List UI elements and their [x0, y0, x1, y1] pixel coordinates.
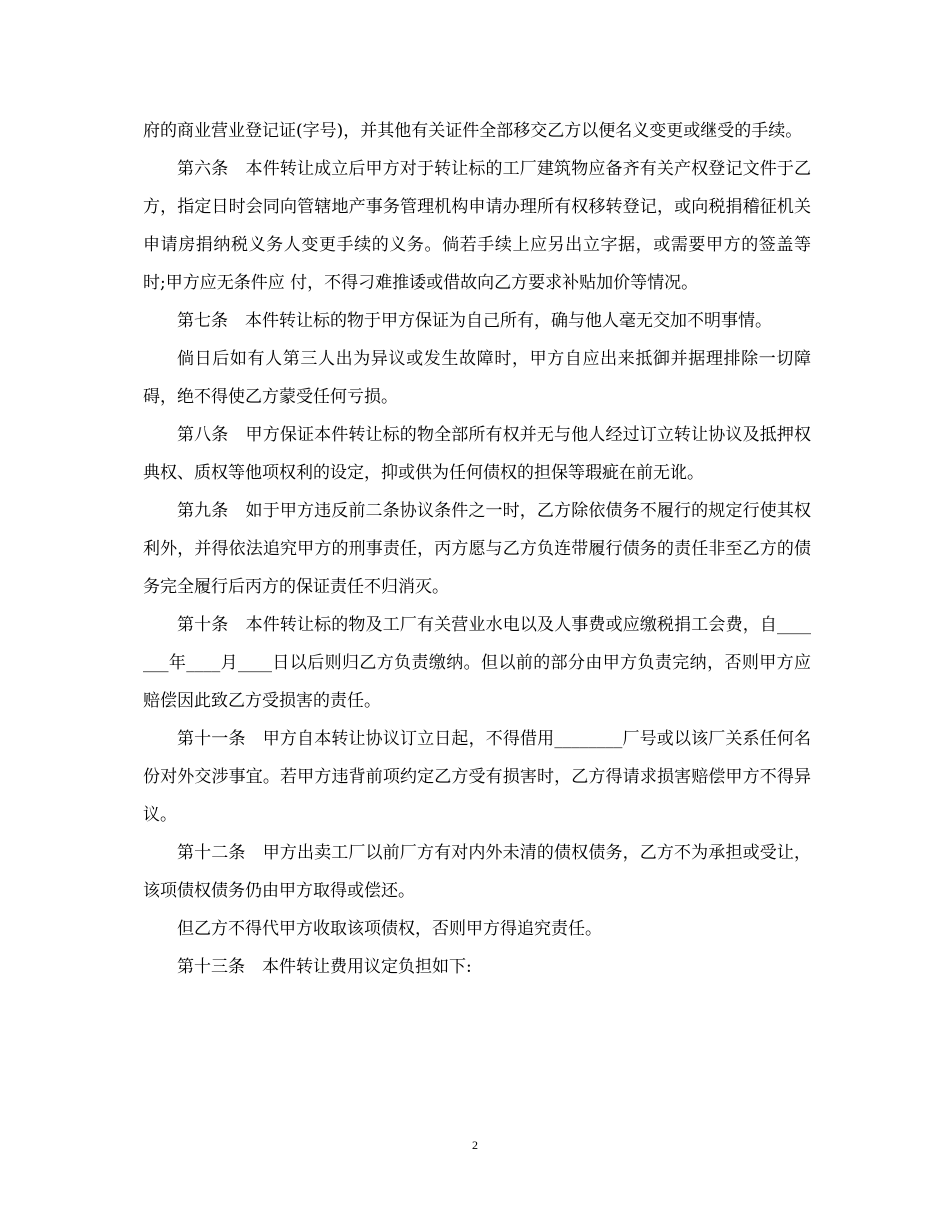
document-body [143, 112, 811, 986]
paragraph-article-7: 第七条 本件转让标的物于甲方保证为自己所有，确与他人毫无交加不明事情。 [177, 311, 772, 331]
paragraph-continuation: 府的商业营业登记证(字号)，并其他有关证件全部移交乙方以便名义变更或继受的手续。 [143, 121, 803, 141]
page-number: 2 [472, 1138, 478, 1152]
paragraph-article-6: 第六条 本件转让成立后甲方对于转让标的工厂建筑物应备齐有关产权登记文件于乙方，指定日时会同向管辖地产事务管理机构申请办理所有权移转登记，或向税捐稽征机关申请房捐纳税义务人变更手续的义务。倘若手续上应另出立字据，或需要甲方的签盖等时;甲方应无条件应 付，不得刁难推诿或借故向乙方要求补贴加价等情况。 [143, 159, 811, 293]
paragraph-article-8: 第八条 甲方保证本件转让标的物全部所有权并无与他人经过订立转让协议及抵押权典权、质权等他项权利的设定，抑或供为任何债权的担保等瑕疵在前无讹。 [143, 425, 811, 483]
paragraph-article-11: 第十一条 甲方自本转让协议订立日起，不得借用________厂号或以该厂关系任何名份对外交涉事宜。若甲方违背前项约定乙方受有损害时，乙方得请求损害赔偿甲方不得异议。 [143, 729, 811, 825]
paragraph-article-10: 第十条 本件转让标的物及工厂有关营业水电以及人事费或应缴税捐工会费，自_______年____月____日以后则归乙方负责缴纳。但以前的部分由甲方负责完纳，否则甲方应赔偿因此致乙方受损害的责任。 [143, 615, 811, 711]
paragraph-article-13: 第十三条 本件转让费用议定负担如下: [177, 957, 472, 977]
paragraph-article-12: 第十二条 甲方出卖工厂以前厂方有对内外未清的债权债务，乙方不为承担或受让，该项债权债务仍由甲方取得或偿还。 [143, 843, 811, 901]
paragraph-article-9: 第九条 如于甲方违反前二条协议条件之一时，乙方除依债务不履行的规定行使其权利外，并得依法追究甲方的刑事责任，丙方愿与乙方负连带履行债务的责任非至乙方的债务完全履行后丙方的保证责任不归消灭。 [143, 501, 811, 597]
paragraph-article-7-note: 倘日后如有人第三人出为异议或发生故障时，甲方自应出来抵御并据理排除一切障碍，绝不得使乙方蒙受任何亏损。 [143, 349, 811, 407]
paragraph-article-12-note: 但乙方不得代甲方收取该项债权，否则甲方得追究责任。 [177, 919, 602, 939]
